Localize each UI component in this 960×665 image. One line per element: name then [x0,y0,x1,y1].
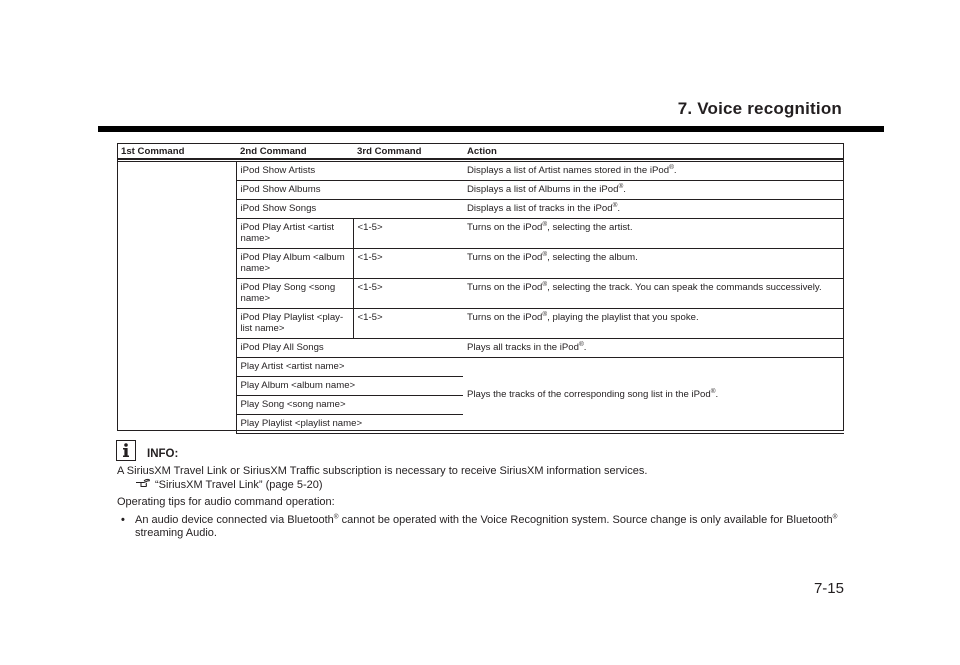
second-command: Play Album <album name> [236,376,463,395]
header-action: Action [463,143,844,161]
action: Turns on the iPod®, selecting the artist. [463,218,844,248]
reference-link[interactable] [135,478,323,492]
action: Displays a list of Artist names stored in the iPod®. [463,161,844,180]
second-command: iPod Play Album <album name> [236,248,353,278]
action: Displays a list of tracks in the iPod®. [463,199,844,218]
info-icon [116,440,136,461]
third-command: <1-5> [353,308,463,338]
third-command: <1-5> [353,218,463,248]
tips-heading: Operating tips for audio command operation: [117,496,335,508]
bullet-text: An audio device connected via Bluetooth® cannot be operated with the Voice Recognition system. Source change is only available for Bluetooth® streaming Audio. [135,513,838,539]
header-1st-command: 1st Command [117,143,236,161]
table-row [117,161,844,180]
title-rule [98,126,884,132]
list-item [121,514,851,540]
second-command: iPod Play Playlist <play-list name> [236,308,353,338]
info-label: INFO: [147,447,179,460]
action: Displays a list of Albums in the iPod®. [463,180,844,199]
voice-command-table [117,143,844,434]
chapter-title: 7. Voice recognition [677,99,842,118]
action: Plays all tracks in the iPod®. [463,338,844,357]
second-command: iPod Play All Songs [236,338,463,357]
action: Turns on the iPod®, playing the playlist that you spoke. [463,308,844,338]
header-2nd-command: 2nd Command [236,143,353,161]
third-command: <1-5> [353,278,463,308]
bullet-mark: • [121,514,125,526]
header-3rd-command: 3rd Command [353,143,463,161]
table-header-row [117,143,844,161]
second-command: iPod Show Songs [236,199,463,218]
page-number: 7-15 [813,580,844,597]
action: Turns on the iPod®, selecting the track. You can speak the commands successively. [463,278,844,308]
second-command: iPod Show Artists [236,161,463,180]
second-command: iPod Play Song <song name> [236,278,353,308]
second-command: iPod Play Artist <artist name> [236,218,353,248]
first-command-cell [117,161,236,433]
third-command: <1-5> [353,248,463,278]
second-command: Play Playlist <playlist name> [236,414,463,433]
reference-text: “SiriusXM Travel Link” (page 5-20) [155,478,323,491]
info-heading [116,440,178,461]
second-command: iPod Show Albums [236,180,463,199]
second-command: Play Song <song name> [236,395,463,414]
action: Turns on the iPod®, selecting the album. [463,248,844,278]
merged-action: Plays the tracks of the corresponding song list in the iPod®. [463,357,844,433]
second-command: Play Artist <artist name> [236,357,463,376]
info-text: A SiriusXM Travel Link or SiriusXM Traffic subscription is necessary to receive SiriusXM information services. [117,465,648,477]
pointing-hand-icon [135,478,151,492]
